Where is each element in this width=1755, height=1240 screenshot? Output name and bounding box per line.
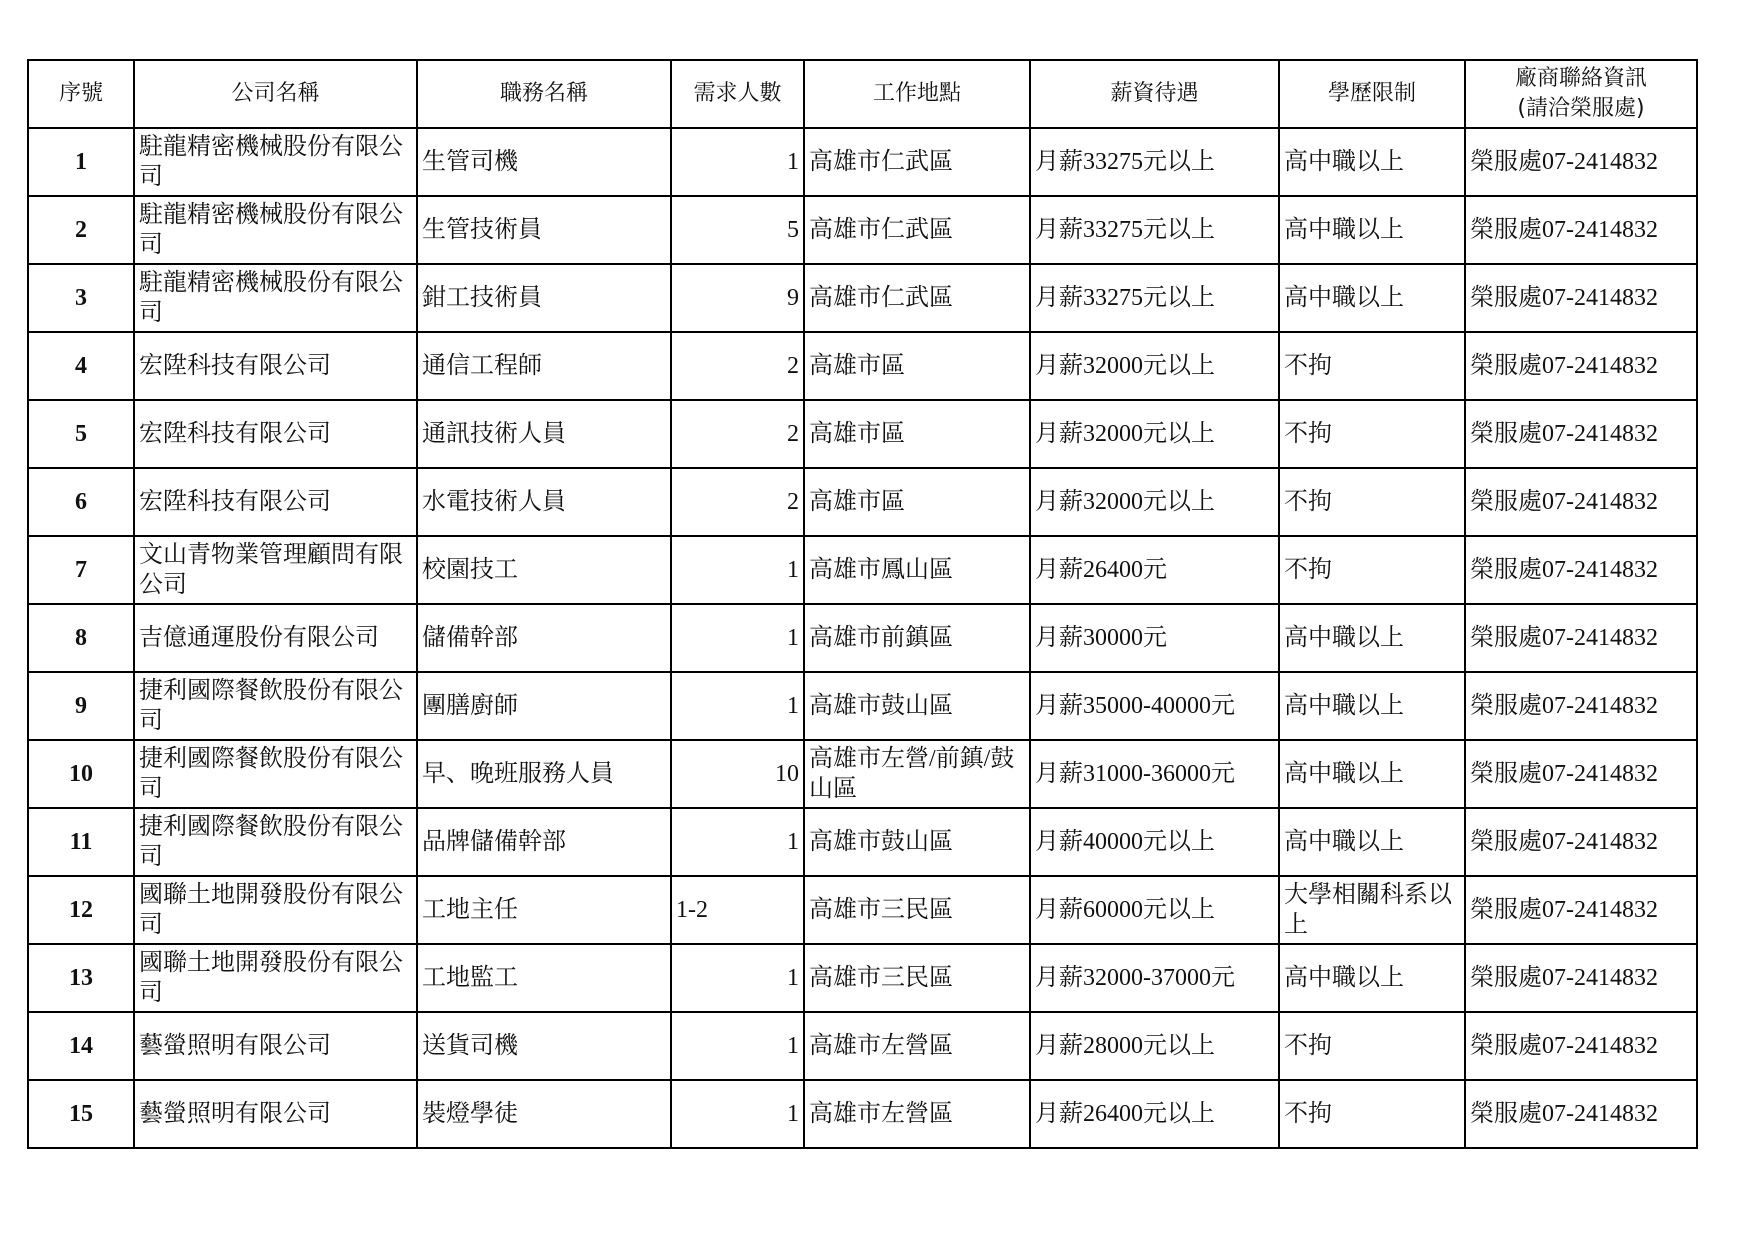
header-count: 需求人數 — [671, 60, 804, 128]
cell-contact: 榮服處07-2414832 — [1465, 536, 1697, 604]
cell-position: 裝燈學徒 — [417, 1080, 671, 1148]
cell-contact: 榮服處07-2414832 — [1465, 1080, 1697, 1148]
table-row — [28, 536, 1697, 604]
cell-contact: 榮服處07-2414832 — [1465, 128, 1697, 196]
cell-position: 鉗工技術員 — [417, 264, 671, 332]
header-position: 職務名稱 — [417, 60, 671, 128]
cell-company: 捷利國際餐飲股份有限公司 — [134, 672, 417, 740]
cell-education: 高中職以上 — [1279, 128, 1465, 196]
cell-no: 8 — [28, 604, 134, 672]
cell-count: 1 — [671, 1080, 804, 1148]
cell-company: 宏陞科技有限公司 — [134, 400, 417, 468]
cell-location: 高雄市前鎮區 — [804, 604, 1030, 672]
cell-no: 9 — [28, 672, 134, 740]
cell-company: 吉億通運股份有限公司 — [134, 604, 417, 672]
table-row — [28, 128, 1697, 196]
cell-contact: 榮服處07-2414832 — [1465, 400, 1697, 468]
header-no: 序號 — [28, 60, 134, 128]
table-row — [28, 808, 1697, 876]
cell-contact: 榮服處07-2414832 — [1465, 468, 1697, 536]
table-row — [28, 604, 1697, 672]
cell-salary: 月薪31000-36000元 — [1030, 740, 1279, 808]
cell-education: 高中職以上 — [1279, 264, 1465, 332]
cell-location: 高雄市區 — [804, 400, 1030, 468]
cell-company: 國聯土地開發股份有限公司 — [134, 876, 417, 944]
cell-salary: 月薪40000元以上 — [1030, 808, 1279, 876]
cell-location: 高雄市仁武區 — [804, 128, 1030, 196]
table-row — [28, 1080, 1697, 1148]
cell-no: 2 — [28, 196, 134, 264]
cell-no: 4 — [28, 332, 134, 400]
cell-no: 1 — [28, 128, 134, 196]
cell-position: 水電技術人員 — [417, 468, 671, 536]
cell-company: 宏陞科技有限公司 — [134, 332, 417, 400]
header-row — [28, 60, 1697, 128]
cell-salary: 月薪28000元以上 — [1030, 1012, 1279, 1080]
cell-position: 工地主任 — [417, 876, 671, 944]
cell-position: 生管技術員 — [417, 196, 671, 264]
cell-contact: 榮服處07-2414832 — [1465, 1012, 1697, 1080]
cell-contact: 榮服處07-2414832 — [1465, 604, 1697, 672]
cell-contact: 榮服處07-2414832 — [1465, 332, 1697, 400]
table-row — [28, 196, 1697, 264]
cell-company: 駐龍精密機械股份有限公司 — [134, 264, 417, 332]
cell-salary: 月薪33275元以上 — [1030, 128, 1279, 196]
table-body — [28, 128, 1697, 1148]
cell-contact: 榮服處07-2414832 — [1465, 672, 1697, 740]
cell-education: 高中職以上 — [1279, 196, 1465, 264]
cell-location: 高雄市區 — [804, 332, 1030, 400]
table-row — [28, 468, 1697, 536]
cell-education: 不拘 — [1279, 400, 1465, 468]
cell-education: 不拘 — [1279, 332, 1465, 400]
cell-position: 通信工程師 — [417, 332, 671, 400]
cell-no: 11 — [28, 808, 134, 876]
cell-location: 高雄市左營/前鎮/鼓山區 — [804, 740, 1030, 808]
header-contact-line2: (請洽榮服處) — [1517, 96, 1645, 121]
cell-no: 12 — [28, 876, 134, 944]
cell-count: 1 — [671, 1012, 804, 1080]
cell-salary: 月薪60000元以上 — [1030, 876, 1279, 944]
cell-salary: 月薪26400元以上 — [1030, 1080, 1279, 1148]
cell-education: 不拘 — [1279, 536, 1465, 604]
cell-position: 團膳廚師 — [417, 672, 671, 740]
cell-salary: 月薪33275元以上 — [1030, 264, 1279, 332]
cell-salary: 月薪35000-40000元 — [1030, 672, 1279, 740]
cell-company: 駐龍精密機械股份有限公司 — [134, 196, 417, 264]
cell-education: 高中職以上 — [1279, 808, 1465, 876]
cell-location: 高雄市鳳山區 — [804, 536, 1030, 604]
cell-location: 高雄市仁武區 — [804, 196, 1030, 264]
job-listing-table — [27, 59, 1698, 1149]
cell-company: 駐龍精密機械股份有限公司 — [134, 128, 417, 196]
cell-position: 通訊技術人員 — [417, 400, 671, 468]
cell-contact: 榮服處07-2414832 — [1465, 264, 1697, 332]
cell-position: 校園技工 — [417, 536, 671, 604]
cell-salary: 月薪30000元 — [1030, 604, 1279, 672]
cell-count: 2 — [671, 332, 804, 400]
cell-no: 7 — [28, 536, 134, 604]
cell-education: 大學相關科系以上 — [1279, 876, 1465, 944]
cell-location: 高雄市鼓山區 — [804, 672, 1030, 740]
cell-location: 高雄市鼓山區 — [804, 808, 1030, 876]
cell-education: 不拘 — [1279, 468, 1465, 536]
cell-position: 工地監工 — [417, 944, 671, 1012]
cell-salary: 月薪32000元以上 — [1030, 400, 1279, 468]
cell-no: 15 — [28, 1080, 134, 1148]
cell-position: 品牌儲備幹部 — [417, 808, 671, 876]
cell-no: 6 — [28, 468, 134, 536]
cell-contact: 榮服處07-2414832 — [1465, 944, 1697, 1012]
table-row — [28, 400, 1697, 468]
table-row — [28, 944, 1697, 1012]
cell-count: 1 — [671, 536, 804, 604]
header-company: 公司名稱 — [134, 60, 417, 128]
cell-salary: 月薪32000元以上 — [1030, 332, 1279, 400]
cell-location: 高雄市三民區 — [804, 876, 1030, 944]
cell-no: 3 — [28, 264, 134, 332]
cell-education: 高中職以上 — [1279, 604, 1465, 672]
cell-company: 國聯土地開發股份有限公司 — [134, 944, 417, 1012]
table-row — [28, 740, 1697, 808]
cell-count: 2 — [671, 468, 804, 536]
table-row — [28, 332, 1697, 400]
cell-contact: 榮服處07-2414832 — [1465, 196, 1697, 264]
cell-position: 早、晚班服務人員 — [417, 740, 671, 808]
cell-count: 1 — [671, 808, 804, 876]
cell-location: 高雄市三民區 — [804, 944, 1030, 1012]
table-row — [28, 264, 1697, 332]
cell-no: 14 — [28, 1012, 134, 1080]
cell-contact: 榮服處07-2414832 — [1465, 876, 1697, 944]
cell-count: 1 — [671, 604, 804, 672]
cell-company: 捷利國際餐飲股份有限公司 — [134, 808, 417, 876]
cell-count: 2 — [671, 400, 804, 468]
cell-company: 藝螢照明有限公司 — [134, 1012, 417, 1080]
table-row — [28, 672, 1697, 740]
cell-count: 9 — [671, 264, 804, 332]
cell-count: 1 — [671, 672, 804, 740]
cell-education: 高中職以上 — [1279, 672, 1465, 740]
header-education: 學歷限制 — [1279, 60, 1465, 128]
cell-salary: 月薪32000-37000元 — [1030, 944, 1279, 1012]
cell-education: 高中職以上 — [1279, 944, 1465, 1012]
cell-count: 1 — [671, 944, 804, 1012]
cell-position: 儲備幹部 — [417, 604, 671, 672]
cell-salary: 月薪32000元以上 — [1030, 468, 1279, 536]
cell-company: 捷利國際餐飲股份有限公司 — [134, 740, 417, 808]
header-contact-line1: 廠商聯絡資訊 — [1514, 66, 1647, 91]
cell-contact: 榮服處07-2414832 — [1465, 740, 1697, 808]
cell-contact: 榮服處07-2414832 — [1465, 808, 1697, 876]
table-row — [28, 1012, 1697, 1080]
cell-education: 不拘 — [1279, 1012, 1465, 1080]
cell-location: 高雄市左營區 — [804, 1012, 1030, 1080]
cell-location: 高雄市左營區 — [804, 1080, 1030, 1148]
header-location: 工作地點 — [804, 60, 1030, 128]
cell-count: 1 — [671, 128, 804, 196]
cell-no: 10 — [28, 740, 134, 808]
cell-company: 文山青物業管理顧問有限公司 — [134, 536, 417, 604]
cell-no: 5 — [28, 400, 134, 468]
cell-education: 不拘 — [1279, 1080, 1465, 1148]
cell-education: 高中職以上 — [1279, 740, 1465, 808]
cell-no: 13 — [28, 944, 134, 1012]
cell-position: 送貨司機 — [417, 1012, 671, 1080]
cell-salary: 月薪33275元以上 — [1030, 196, 1279, 264]
cell-count: 10 — [671, 740, 804, 808]
table-row — [28, 876, 1697, 944]
cell-company: 藝螢照明有限公司 — [134, 1080, 417, 1148]
header-salary: 薪資待遇 — [1030, 60, 1279, 128]
cell-salary: 月薪26400元 — [1030, 536, 1279, 604]
cell-location: 高雄市區 — [804, 468, 1030, 536]
cell-count: 5 — [671, 196, 804, 264]
cell-position: 生管司機 — [417, 128, 671, 196]
cell-location: 高雄市仁武區 — [804, 264, 1030, 332]
header-contact — [1465, 60, 1697, 128]
cell-count: 1-2 — [671, 876, 804, 944]
cell-company: 宏陞科技有限公司 — [134, 468, 417, 536]
